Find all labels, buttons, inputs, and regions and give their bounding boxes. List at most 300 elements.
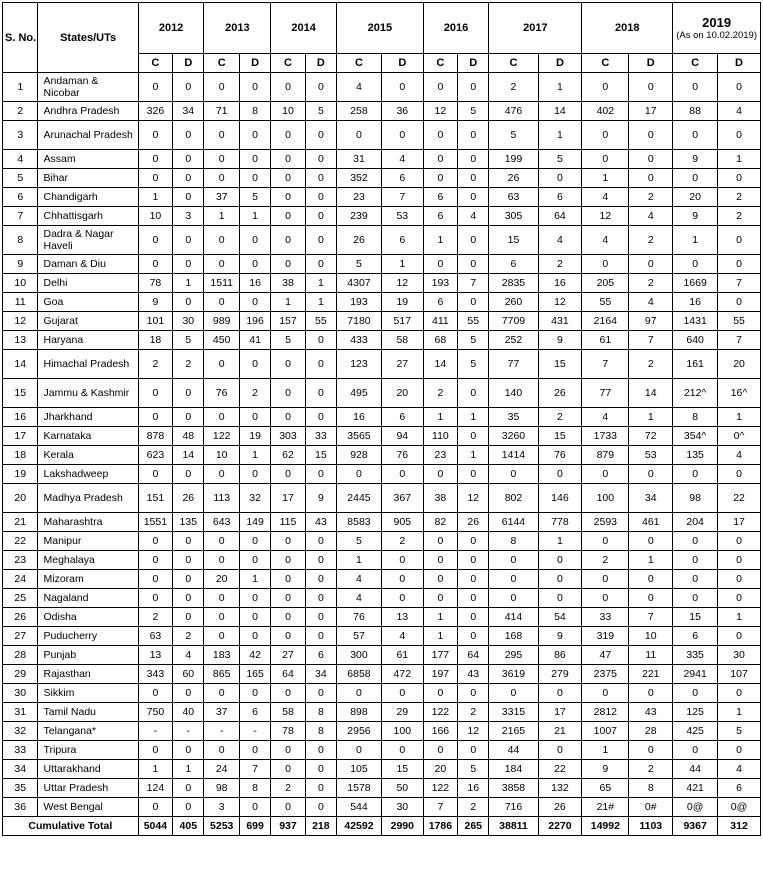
cases-value: 4: [582, 408, 629, 427]
deaths-value: 8: [239, 102, 270, 121]
serial-number: 27: [3, 627, 38, 646]
cases-value: 0: [582, 255, 629, 274]
deaths-value: 0: [239, 608, 270, 627]
deaths-value: 0: [458, 169, 489, 188]
deaths-value: 0#: [629, 798, 673, 817]
deaths-value: 0: [239, 589, 270, 608]
deaths-value: 14: [629, 379, 673, 408]
deaths-value: 146: [538, 484, 582, 513]
deaths-value: 0: [458, 627, 489, 646]
deaths-value: 0: [538, 465, 582, 484]
deaths-value: 97: [629, 312, 673, 331]
cases-value: 6858: [337, 665, 382, 684]
cases-value: 44: [673, 760, 718, 779]
cases-value: -: [204, 722, 239, 741]
cases-value: 0: [138, 570, 172, 589]
deaths-value: 0: [173, 608, 204, 627]
state-name: Mizoram: [38, 570, 138, 589]
deaths-value: 0: [381, 73, 423, 102]
cases-value: 15: [489, 226, 538, 255]
total-deaths-value: 1103: [629, 817, 673, 836]
cases-value: 2445: [337, 484, 382, 513]
deaths-value: 26: [173, 484, 204, 513]
cases-value: 161: [673, 350, 718, 379]
cases-value: 16: [673, 293, 718, 312]
deaths-value: 0: [173, 379, 204, 408]
cases-value: 2: [138, 608, 172, 627]
table-row: [3, 570, 761, 589]
cases-value: 865: [204, 665, 239, 684]
year-header: 2014: [271, 3, 337, 54]
cases-value: 2956: [337, 722, 382, 741]
serial-number: 12: [3, 312, 38, 331]
deaths-value: 1: [629, 551, 673, 570]
cases-value: 0: [489, 465, 538, 484]
cases-value: 0: [204, 73, 239, 102]
year-header: 2012: [138, 3, 204, 54]
deaths-value: 431: [538, 312, 582, 331]
deaths-value: 1: [239, 207, 270, 226]
cases-value: 1: [582, 169, 629, 188]
cases-value: 0: [271, 741, 305, 760]
cases-value: 33: [582, 608, 629, 627]
deaths-value: 2: [629, 274, 673, 293]
deaths-value: 15: [305, 446, 336, 465]
cases-value: 204: [673, 513, 718, 532]
cases-value: 6: [673, 627, 718, 646]
cases-value: 123: [337, 350, 382, 379]
d-column-header: D: [718, 54, 761, 73]
cases-value: 989: [204, 312, 239, 331]
table-row: [3, 484, 761, 513]
deaths-value: 42: [239, 646, 270, 665]
cases-value: 1: [582, 741, 629, 760]
serial-number: 6: [3, 188, 38, 207]
deaths-value: 0^: [718, 427, 761, 446]
state-name: Chhattisgarh: [38, 207, 138, 226]
deaths-value: 0: [239, 408, 270, 427]
cases-value: 5: [337, 532, 382, 551]
deaths-value: 7: [718, 274, 761, 293]
deaths-value: 0: [305, 169, 336, 188]
deaths-value: 12: [381, 274, 423, 293]
deaths-value: 0: [305, 608, 336, 627]
year-2019-note: (As on 10.02.2019): [676, 29, 757, 41]
cases-value: 168: [489, 627, 538, 646]
deaths-value: 30: [381, 798, 423, 817]
serial-number: 17: [3, 427, 38, 446]
deaths-value: 17: [629, 102, 673, 121]
deaths-value: 0: [173, 465, 204, 484]
deaths-value: 367: [381, 484, 423, 513]
deaths-value: 0: [173, 779, 204, 798]
serial-number: 2: [3, 102, 38, 121]
cases-value: 8583: [337, 513, 382, 532]
deaths-value: 1: [305, 274, 336, 293]
cases-value: 0: [423, 570, 457, 589]
cases-value: 98: [673, 484, 718, 513]
cases-value: 4: [582, 226, 629, 255]
cases-value: 0: [271, 408, 305, 427]
cases-value: 8: [673, 408, 718, 427]
cases-value: 0: [204, 350, 239, 379]
table-row: [3, 760, 761, 779]
state-name: Jharkhand: [38, 408, 138, 427]
deaths-value: 5: [458, 350, 489, 379]
cases-value: 305: [489, 207, 538, 226]
serial-number: 10: [3, 274, 38, 293]
cases-value: 0: [423, 121, 457, 150]
deaths-value: 0: [305, 188, 336, 207]
cases-value: 0: [271, 465, 305, 484]
cases-value: 402: [582, 102, 629, 121]
deaths-value: 1: [629, 408, 673, 427]
cases-value: 135: [673, 446, 718, 465]
deaths-value: 27: [381, 350, 423, 379]
cases-value: 2: [489, 73, 538, 102]
deaths-value: 4: [458, 207, 489, 226]
cases-value: 2: [582, 551, 629, 570]
serial-number: 1: [3, 73, 38, 102]
table-row: [3, 207, 761, 226]
deaths-value: 12: [538, 293, 582, 312]
serial-number: 8: [3, 226, 38, 255]
deaths-value: 55: [458, 312, 489, 331]
deaths-value: 64: [538, 207, 582, 226]
serial-number: 34: [3, 760, 38, 779]
state-name: Delhi: [38, 274, 138, 293]
deaths-value: 34: [629, 484, 673, 513]
cases-value: 6: [423, 207, 457, 226]
cases-value: 352: [337, 169, 382, 188]
cases-value: 476: [489, 102, 538, 121]
deaths-value: 0: [458, 608, 489, 627]
cases-value: 8: [489, 532, 538, 551]
deaths-value: 0: [305, 408, 336, 427]
deaths-value: 32: [239, 484, 270, 513]
cases-value: 0: [489, 570, 538, 589]
cases-value: 1431: [673, 312, 718, 331]
cases-value: 0: [673, 551, 718, 570]
serial-number: 26: [3, 608, 38, 627]
deaths-value: 30: [173, 312, 204, 331]
deaths-value: 41: [239, 331, 270, 350]
table-row: [3, 102, 761, 121]
cases-value: 15: [673, 608, 718, 627]
deaths-value: 2: [458, 703, 489, 722]
total-cases-value: 5253: [204, 817, 239, 836]
cases-value: 58: [271, 703, 305, 722]
cases-value: 1: [423, 608, 457, 627]
deaths-value: 0: [381, 465, 423, 484]
cases-value: 0: [204, 608, 239, 627]
cases-value: 425: [673, 722, 718, 741]
cases-value: 0: [582, 73, 629, 102]
deaths-value: 19: [381, 293, 423, 312]
cases-value: 260: [489, 293, 538, 312]
deaths-value: 0: [718, 741, 761, 760]
cases-value: 64: [271, 665, 305, 684]
year-header: 2017: [489, 3, 582, 54]
cases-value: 0: [271, 627, 305, 646]
total-deaths-value: 312: [718, 817, 761, 836]
cases-value: 38: [423, 484, 457, 513]
state-name: Maharashtra: [38, 513, 138, 532]
cases-value: 10: [271, 102, 305, 121]
cases-value: 0: [673, 73, 718, 102]
deaths-value: 132: [538, 779, 582, 798]
cases-value: 0: [271, 121, 305, 150]
cases-value: 1414: [489, 446, 538, 465]
deaths-value: 8: [305, 703, 336, 722]
deaths-value: 20: [718, 350, 761, 379]
deaths-value: 0: [629, 169, 673, 188]
deaths-value: 1: [538, 532, 582, 551]
serial-number: 21: [3, 513, 38, 532]
deaths-value: 2: [538, 255, 582, 274]
deaths-value: 0: [718, 465, 761, 484]
serial-number: 31: [3, 703, 38, 722]
deaths-value: 0: [458, 684, 489, 703]
deaths-value: 4: [718, 102, 761, 121]
table-row: [3, 608, 761, 627]
state-name: Uttar Pradesh: [38, 779, 138, 798]
deaths-value: 0: [173, 73, 204, 102]
cases-value: 7: [582, 350, 629, 379]
deaths-value: 7: [718, 331, 761, 350]
total-deaths-value: 2990: [381, 817, 423, 836]
cases-value: 0: [489, 684, 538, 703]
cases-value: 421: [673, 779, 718, 798]
cases-value: 0: [489, 589, 538, 608]
deaths-value: 21: [538, 722, 582, 741]
deaths-value: 12: [458, 722, 489, 741]
cases-value: 12: [582, 207, 629, 226]
cases-value: 0: [204, 121, 239, 150]
sno-header: S. No.: [3, 3, 38, 73]
deaths-value: 1: [718, 150, 761, 169]
states-header: States/UTs: [38, 3, 138, 73]
cases-value: 335: [673, 646, 718, 665]
table-row: [3, 703, 761, 722]
state-name: Daman & Diu: [38, 255, 138, 274]
deaths-value: 13: [381, 608, 423, 627]
cases-value: 9: [138, 293, 172, 312]
deaths-value: 0: [305, 350, 336, 379]
cases-value: 1511: [204, 274, 239, 293]
cases-value: 0: [271, 73, 305, 102]
deaths-value: 1: [239, 570, 270, 589]
deaths-value: 2: [381, 532, 423, 551]
deaths-value: 0: [718, 73, 761, 102]
table-row: [3, 741, 761, 760]
deaths-value: 0: [538, 741, 582, 760]
deaths-value: 0: [305, 551, 336, 570]
deaths-value: 1: [173, 760, 204, 779]
deaths-value: 4: [173, 646, 204, 665]
serial-number: 4: [3, 150, 38, 169]
table-row: [3, 350, 761, 379]
state-name: Chandigarh: [38, 188, 138, 207]
cases-value: 6: [423, 188, 457, 207]
total-cases-value: 42592: [337, 817, 382, 836]
cases-value: 1: [673, 226, 718, 255]
deaths-value: 15: [538, 427, 582, 446]
cases-value: 20: [673, 188, 718, 207]
cases-value: 319: [582, 627, 629, 646]
deaths-value: 0: [305, 73, 336, 102]
state-name: Telangana*: [38, 722, 138, 741]
cases-value: 76: [337, 608, 382, 627]
cases-value: 1007: [582, 722, 629, 741]
c-column-header: C: [582, 54, 629, 73]
deaths-value: 0: [458, 589, 489, 608]
cases-value: 0: [582, 570, 629, 589]
cases-value: 5: [271, 331, 305, 350]
c-column-header: C: [423, 54, 457, 73]
serial-number: 13: [3, 331, 38, 350]
cases-value: 26: [337, 226, 382, 255]
cases-value: 0: [423, 741, 457, 760]
deaths-value: 8: [629, 779, 673, 798]
deaths-value: 22: [538, 760, 582, 779]
total-cases-value: 14992: [582, 817, 629, 836]
deaths-value: 0@: [718, 798, 761, 817]
deaths-value: 26: [538, 379, 582, 408]
serial-number: 11: [3, 293, 38, 312]
deaths-value: 0: [458, 570, 489, 589]
deaths-value: 16: [458, 779, 489, 798]
serial-number: 35: [3, 779, 38, 798]
deaths-value: 0: [239, 465, 270, 484]
deaths-value: 0: [538, 684, 582, 703]
cases-value: 0: [271, 532, 305, 551]
cases-value: 716: [489, 798, 538, 817]
state-name: Gujarat: [38, 312, 138, 331]
deaths-value: 72: [629, 427, 673, 446]
cases-value: 0: [271, 169, 305, 188]
deaths-value: 1: [718, 608, 761, 627]
deaths-value: 1: [538, 121, 582, 150]
deaths-value: 1: [718, 408, 761, 427]
cases-value: 197: [423, 665, 457, 684]
state-name: Goa: [38, 293, 138, 312]
cases-value: 0: [271, 350, 305, 379]
cases-value: 1669: [673, 274, 718, 293]
deaths-value: 0: [173, 589, 204, 608]
cases-value: 239: [337, 207, 382, 226]
deaths-value: 1: [718, 703, 761, 722]
table-row: [3, 551, 761, 570]
cases-value: 0: [138, 408, 172, 427]
deaths-value: 0: [458, 150, 489, 169]
cases-value: 157: [271, 312, 305, 331]
deaths-value: 7: [381, 188, 423, 207]
cases-value: 0: [582, 121, 629, 150]
state-cases-table: [2, 2, 761, 836]
deaths-value: 0: [458, 226, 489, 255]
serial-number: 14: [3, 350, 38, 379]
cases-value: 0: [271, 589, 305, 608]
deaths-value: 2: [718, 188, 761, 207]
cases-value: 640: [673, 331, 718, 350]
deaths-value: 1: [458, 408, 489, 427]
deaths-value: 55: [718, 312, 761, 331]
deaths-value: 16^: [718, 379, 761, 408]
cases-value: 193: [337, 293, 382, 312]
state-name: Nagaland: [38, 589, 138, 608]
deaths-value: 12: [458, 484, 489, 513]
deaths-value: 8: [305, 722, 336, 741]
table-row: [3, 255, 761, 274]
state-name: Lakshadweep: [38, 465, 138, 484]
d-column-header: D: [239, 54, 270, 73]
cases-value: 1: [337, 551, 382, 570]
cases-value: 21#: [582, 798, 629, 817]
cases-value: 7180: [337, 312, 382, 331]
serial-number: 7: [3, 207, 38, 226]
year-header-2019: [673, 3, 761, 54]
cases-value: 2375: [582, 665, 629, 684]
deaths-value: 2: [629, 760, 673, 779]
deaths-value: 0: [629, 741, 673, 760]
cases-value: 0: [673, 684, 718, 703]
cases-value: 20: [204, 570, 239, 589]
d-column-header: D: [381, 54, 423, 73]
cases-value: 2164: [582, 312, 629, 331]
state-name: Andaman & Nicobar: [38, 73, 138, 102]
cases-value: 0: [138, 589, 172, 608]
deaths-value: 0: [381, 589, 423, 608]
deaths-value: 905: [381, 513, 423, 532]
deaths-value: 0: [629, 150, 673, 169]
deaths-value: 7: [629, 331, 673, 350]
state-name: Tamil Nadu: [38, 703, 138, 722]
deaths-value: 4: [538, 226, 582, 255]
d-column-header: D: [458, 54, 489, 73]
cases-value: 343: [138, 665, 172, 684]
cases-value: 122: [423, 703, 457, 722]
state-name: Dadra & Nagar Haveli: [38, 226, 138, 255]
d-column-header: D: [305, 54, 336, 73]
cases-value: 3315: [489, 703, 538, 722]
deaths-value: 4: [381, 627, 423, 646]
deaths-value: 0: [538, 589, 582, 608]
cases-value: 3260: [489, 427, 538, 446]
deaths-value: 54: [538, 608, 582, 627]
deaths-value: 0: [239, 684, 270, 703]
deaths-value: 0: [305, 779, 336, 798]
serial-number: 15: [3, 379, 38, 408]
deaths-value: 4: [718, 760, 761, 779]
deaths-value: 0: [458, 379, 489, 408]
cases-value: 183: [204, 646, 239, 665]
cases-value: 0: [138, 798, 172, 817]
cases-value: 495: [337, 379, 382, 408]
deaths-value: 0: [718, 570, 761, 589]
deaths-value: 0: [381, 684, 423, 703]
deaths-value: 22: [718, 484, 761, 513]
cases-value: 0: [673, 121, 718, 150]
deaths-value: 0: [239, 551, 270, 570]
state-name: Puducherry: [38, 627, 138, 646]
cases-value: 1: [271, 293, 305, 312]
cases-value: 0@: [673, 798, 718, 817]
table-row: [3, 798, 761, 817]
cases-value: 878: [138, 427, 172, 446]
cases-value: 0: [423, 532, 457, 551]
cases-value: 0: [582, 684, 629, 703]
